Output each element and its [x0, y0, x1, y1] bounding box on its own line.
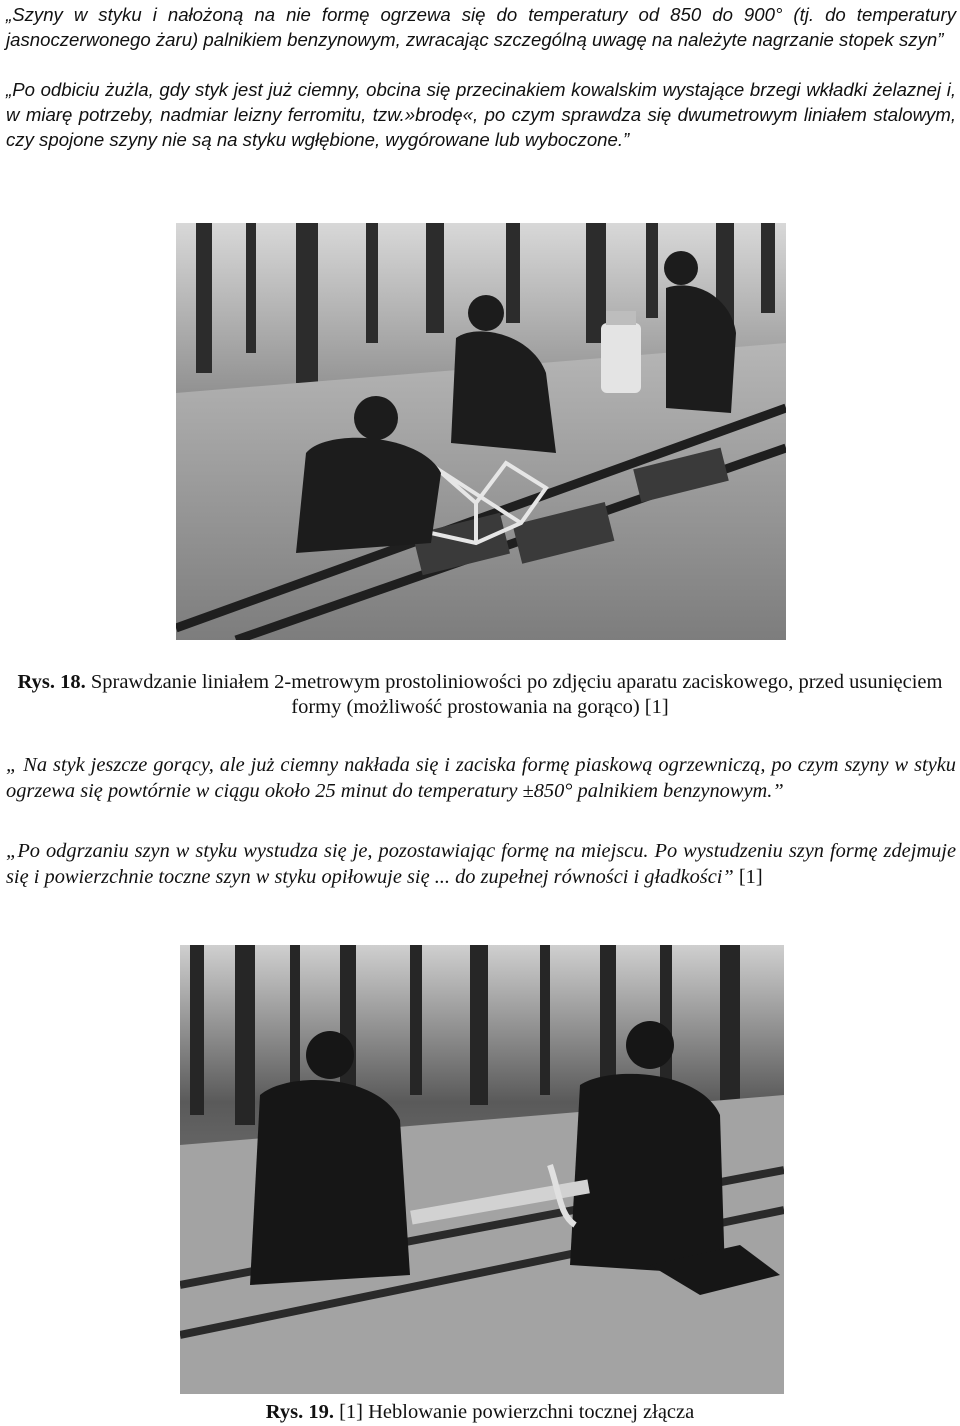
- paragraph-reheating: [6, 752, 956, 804]
- paragraph-cutting-slag: [6, 77, 956, 152]
- caption-figure-19-text: [1] Heblowanie powierzchni tocznej złącza: [339, 1401, 695, 1423]
- caption-figure-18-text: Sprawdzanie liniałem 2-metrowym prostoliniowości po zdjęciu aparatu zaciskowego, przed usunięciem formy (możliwość prostowania na gorąco) [1]: [90, 671, 943, 718]
- caption-figure-18-label: Rys. 18.: [17, 671, 86, 693]
- caption-figure-19: [0, 1400, 960, 1425]
- photo-figure-18: [176, 223, 786, 640]
- paragraph-heating-rails-text: „Szyny w styku i nałożoną na nie formę ogrzewa się do temperatury od 850 do 900° (tj. do temperatury jasnoczerwonego żaru) palnikiem benzynowym, zwracając szczególną uwagę na należyte nagrzanie stopek szyn”: [6, 4, 956, 50]
- caption-figure-18: [0, 670, 960, 720]
- paragraph-cooling-filing-citation: [1]: [738, 866, 763, 888]
- photo-figure-18-image: [176, 223, 786, 640]
- paragraph-cooling-filing-text: „Po odgrzaniu szyn w styku wystudza się je, pozostawiając formę na miejscu. Po wystudzeniu szyn formę zdejmuje się i powierzchnie toczne szyn w styku opiłowuje się ... do zupełnej równości i gładkości”: [6, 840, 956, 888]
- paragraph-cutting-slag-text: „Po odbiciu żużla, gdy styk jest już ciemny, obcina się przecinakiem kowalskim wystające brzegi wkładki żelaznej i, w miarę potrzeby, nadmiar leizny ferromitu, tzw.»brodę«, po czym sprawdza się dwumetrowym liniałem stalowym, czy spojone szyny nie są na styku wgłębione, wygórowane lub wyboczone.”: [6, 79, 956, 150]
- photo-figure-19-image: [180, 945, 784, 1394]
- paragraph-cooling-filing: [6, 838, 956, 890]
- photo-figure-19: [180, 945, 784, 1394]
- caption-figure-19-label: Rys. 19.: [265, 1401, 334, 1423]
- paragraph-heating-rails: [6, 2, 956, 52]
- paragraph-reheating-text: „ Na styk jeszcze gorący, ale już ciemny nakłada się i zaciska formę piaskową ogrzewniczą, po czym szyny w styku ogrzewa się powtórnie w ciągu około 25 minut do temperatury ±850° palnikiem benzynowym.”: [6, 754, 956, 802]
